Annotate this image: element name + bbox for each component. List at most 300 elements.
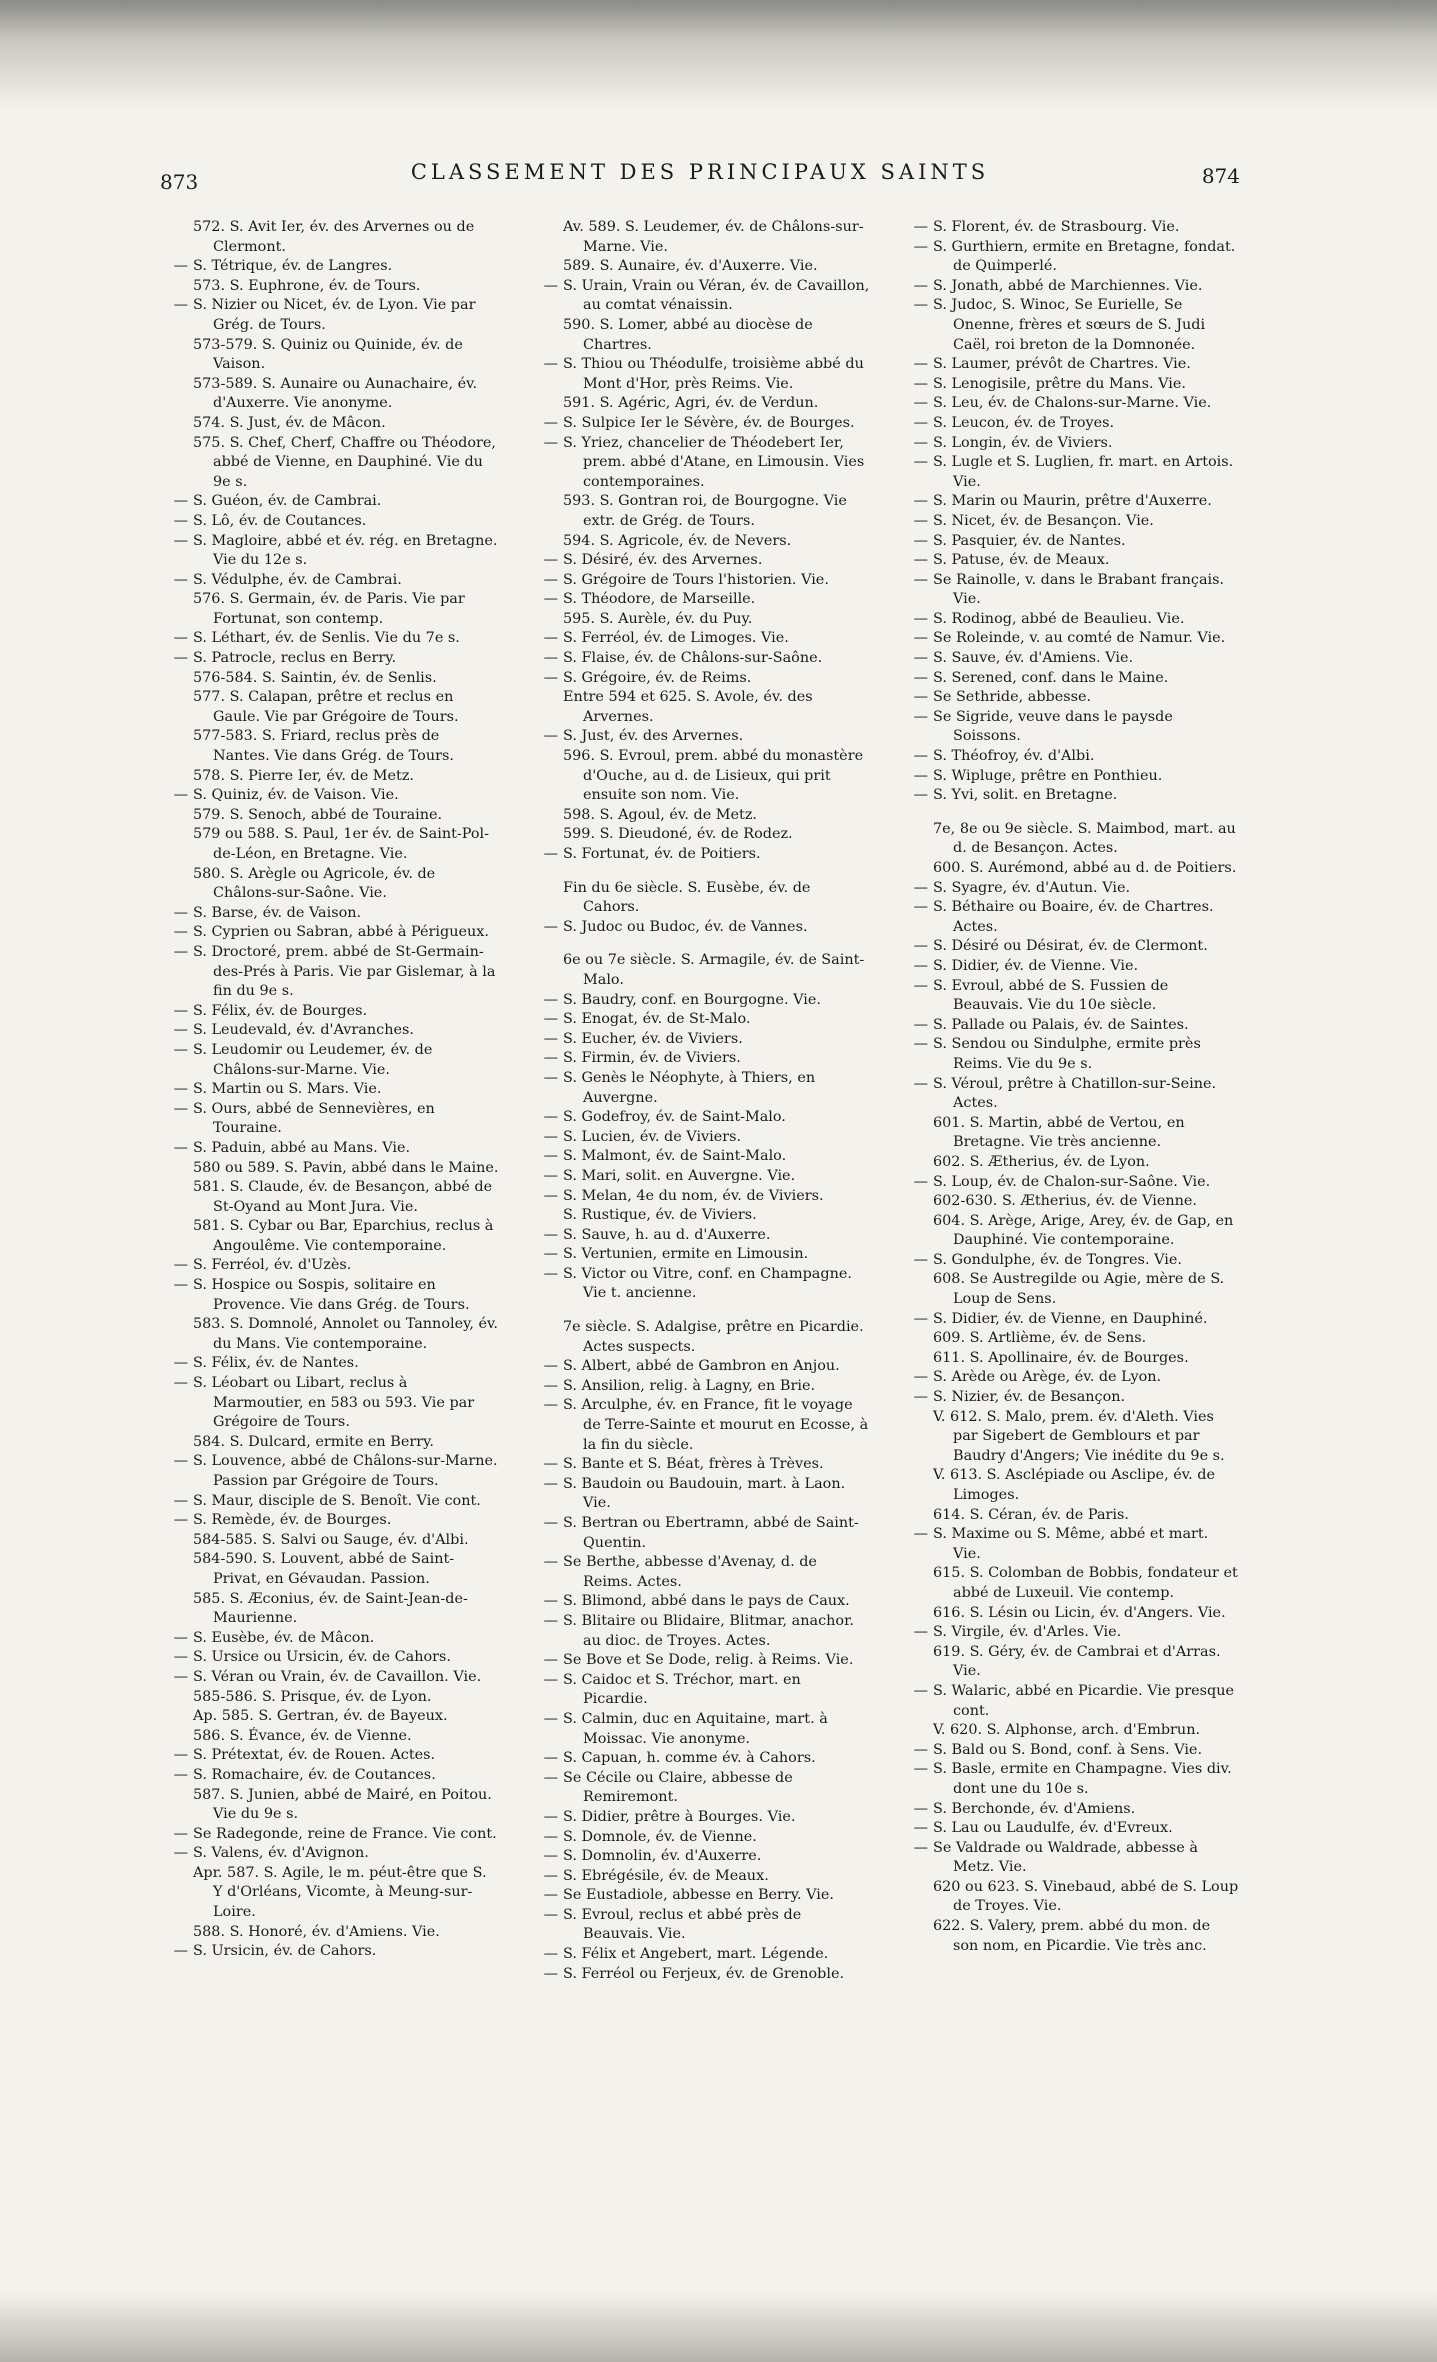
list-item xyxy=(160,414,500,434)
entry-text: S. Calmin, duc en Aquitaine, mart. à Moissac. Vie anonyme. xyxy=(563,1710,828,1747)
list-item xyxy=(900,1173,1240,1193)
entry-text: S. Godefroy, év. de Saint-Malo. xyxy=(563,1109,786,1126)
list-item xyxy=(530,1808,870,1828)
entry-text: S. Martin ou S. Mars. Vie. xyxy=(193,1081,382,1098)
entry-text: Se Sigride, veuve dans le paysde Soissons. xyxy=(933,708,1173,745)
list-item xyxy=(900,1349,1240,1369)
list-item xyxy=(530,1128,870,1148)
list-item xyxy=(160,943,500,1002)
list-item xyxy=(900,277,1240,297)
ditto-dash: — xyxy=(913,356,928,373)
entry-text: S. Blimond, abbé dans le pays de Caux. xyxy=(563,1593,850,1610)
entry-text: S. Domnole, év. de Vienne. xyxy=(563,1828,757,1845)
ditto-dash: — xyxy=(173,1453,188,1470)
list-item xyxy=(530,1245,870,1265)
entry-text: 616. S. Lésin ou Licin, év. d'Angers. Vie. xyxy=(933,1604,1226,1621)
list-item xyxy=(530,918,870,938)
entry-text: 577. S. Calapan, prêtre et reclus en Gaule. Vie par Grégoire de Tours. xyxy=(193,689,459,725)
ditto-dash: — xyxy=(543,1377,558,1394)
entry-text: S. Lugle et S. Luglien, fr. mart. en Artois. Vie. xyxy=(933,454,1234,490)
ditto-dash: — xyxy=(913,414,928,431)
list-item xyxy=(530,1010,870,1030)
ditto-dash: — xyxy=(173,1649,188,1666)
entry-text: S. Grégoire, év. de Reims. xyxy=(563,669,752,686)
entry-text: S. Firmin, év. de Viviers. xyxy=(563,1050,741,1067)
entry-text: S. Genès le Néophyte, à Thiers, en Auvergne. xyxy=(563,1069,816,1106)
list-item xyxy=(900,1329,1240,1349)
list-item xyxy=(900,747,1240,767)
ditto-dash: — xyxy=(173,297,188,314)
list-item xyxy=(160,1531,500,1551)
entry-text: Se Valdrade ou Waldrade, abbesse à Metz. Vie. xyxy=(933,1839,1198,1876)
entry-text: 573. S. Euphrone, év. de Tours. xyxy=(193,277,421,294)
entry-text: S. Théofroy, év. d'Albi. xyxy=(933,748,1095,765)
list-item xyxy=(530,316,870,355)
ditto-dash: — xyxy=(543,1808,558,1825)
entry-text: 588. S. Honoré, év. d'Amiens. Vie. xyxy=(193,1923,440,1940)
entry-text: S. Désiré ou Désirat, év. de Clermont. xyxy=(933,938,1208,955)
entry-text: S. Gondulphe, év. de Tongres. Vie. xyxy=(933,1251,1182,1268)
list-item xyxy=(900,1800,1240,1820)
list-item xyxy=(900,1682,1240,1721)
ditto-dash: — xyxy=(173,1081,188,1098)
list-item xyxy=(160,1452,500,1491)
ditto-dash: — xyxy=(173,904,188,921)
ditto-dash: — xyxy=(543,1965,558,1982)
entry-text: Se Sethride, abbesse. xyxy=(933,689,1092,706)
entry-text: S. Guéon, év. de Cambrai. xyxy=(193,493,382,510)
entry-text: S. Ansilion, relig. à Lagny, en Brie. xyxy=(563,1377,816,1394)
ditto-dash: — xyxy=(543,1265,558,1282)
entry-text: S. Félix, év. de Bourges. xyxy=(193,1002,368,1019)
ditto-dash: — xyxy=(173,1845,188,1862)
entry-text: 587. S. Junien, abbé de Mairé, en Poitou. Vie du 9e s. xyxy=(193,1786,492,1823)
entry-text: S. Magloire, abbé et év. rég. en Bretagne. Vie du 12e s. xyxy=(193,532,498,569)
scan-shadow-bottom xyxy=(0,2292,1437,2362)
entry-text: 575. S. Chef, Cherf, Chaffre ou Théodore, abbé de Vienne, en Dauphiné. Vie du 9e s. xyxy=(193,434,496,490)
entry-text: S. Tétrique, év. de Langres. xyxy=(193,258,393,275)
ditto-dash: — xyxy=(543,1148,558,1165)
ditto-dash: — xyxy=(543,552,558,569)
list-item xyxy=(900,1878,1240,1917)
entry-text: 576-584. S. Saintin, év. de Senlis. xyxy=(193,669,437,686)
entry-text: S. Walaric, abbé en Picardie. Vie presque cont. xyxy=(933,1682,1235,1719)
ditto-dash: — xyxy=(913,977,928,994)
list-item xyxy=(530,1049,870,1069)
entry-text: S. Sendou ou Sindulphe, ermite près Reims. Vie du 9e s. xyxy=(933,1036,1201,1072)
entry-text: S. Bald ou S. Bond, conf. à Sens. Vie. xyxy=(933,1741,1203,1758)
ditto-dash: — xyxy=(173,1512,188,1529)
list-item xyxy=(160,1256,500,1276)
ditto-dash: — xyxy=(543,1554,558,1571)
ditto-dash: — xyxy=(543,1109,558,1126)
list-item xyxy=(530,879,870,918)
entry-text: 578. S. Pierre Ier, év. de Metz. xyxy=(193,767,414,784)
ditto-dash: — xyxy=(913,1800,928,1817)
entry-text: S. Vertunien, ermite en Limousin. xyxy=(563,1246,809,1263)
ditto-dash: — xyxy=(543,1128,558,1145)
list-item xyxy=(900,1623,1240,1643)
entry-text: S. Rodinog, abbé de Beaulieu. Vie. xyxy=(933,610,1185,627)
entry-text: 622. S. Valery, prem. abbé du mon. de son nom, en Picardie. Vie très anc. xyxy=(933,1918,1211,1954)
list-item xyxy=(160,904,500,924)
ditto-dash: — xyxy=(913,1820,928,1837)
ditto-dash: — xyxy=(173,493,188,510)
list-item xyxy=(160,1786,500,1825)
entry-text: S. Grégoire de Tours l'historien. Vie. xyxy=(563,571,829,588)
ditto-dash: — xyxy=(173,1139,188,1156)
ditto-dash: — xyxy=(543,434,558,451)
entry-text: S. Ferréol ou Ferjeux, év. de Grenoble. xyxy=(563,1965,845,1982)
ditto-dash: — xyxy=(543,1750,558,1767)
list-item xyxy=(530,1710,870,1749)
list-item xyxy=(900,492,1240,512)
entry-text: S. Lucien, év. de Viviers. xyxy=(563,1128,742,1145)
list-item xyxy=(900,820,1240,859)
list-item xyxy=(530,825,870,845)
list-item xyxy=(530,1847,870,1867)
ditto-dash: — xyxy=(543,1358,558,1375)
entry-text: S. Ferréol, év. d'Uzès. xyxy=(193,1257,352,1274)
list-item xyxy=(160,1178,500,1217)
ditto-dash: — xyxy=(543,630,558,647)
list-item xyxy=(900,1388,1240,1408)
list-item xyxy=(160,806,500,826)
list-item xyxy=(160,865,500,904)
entry-text: S. Hospice ou Sospis, solitaire en Provence. Vie dans Grég. de Tours. xyxy=(193,1277,470,1313)
ditto-dash: — xyxy=(543,1652,558,1669)
ditto-dash: — xyxy=(543,1612,558,1629)
ditto-dash: — xyxy=(913,434,928,451)
ditto-dash: — xyxy=(543,1710,558,1727)
entry-text: 596. S. Evroul, prem. abbé du monastère d'Ouche, au d. de Lisieux, qui prit ensuite son nom. Vie. xyxy=(563,748,864,804)
list-item xyxy=(160,1354,500,1374)
list-item xyxy=(530,434,870,493)
entry-text: S. Eucher, év. de Viviers. xyxy=(563,1030,743,1047)
entry-text: S. Gurthiern, ermite en Bretagne, fondat. de Quimperlé. xyxy=(933,238,1236,275)
entry-text: S. Didier, év. de Vienne, en Dauphiné. xyxy=(933,1310,1208,1327)
ditto-dash: — xyxy=(543,1769,558,1786)
entry-text: Fin du 6e siècle. S. Eusèbe, év. de Cahors. xyxy=(563,879,811,916)
entry-text: S. Védulphe, év. de Cambrai. xyxy=(193,571,402,588)
list-item xyxy=(900,1819,1240,1839)
entry-text: 598. S. Agoul, év. de Metz. xyxy=(563,806,757,823)
list-item xyxy=(160,767,500,787)
entry-text: S. Ferréol, év. de Limoges. Vie. xyxy=(563,630,789,647)
entry-text: S. Marin ou Maurin, prêtre d'Auxerre. xyxy=(933,493,1212,510)
list-item xyxy=(160,590,500,629)
entry-text: S. Sauve, év. d'Amiens. Vie. xyxy=(933,650,1134,667)
entry-text: 589. S. Aunaire, év. d'Auxerre. Vie. xyxy=(563,258,818,275)
page-number-left: 873 xyxy=(160,170,199,194)
list-item xyxy=(530,845,870,865)
ditto-dash: — xyxy=(173,1375,188,1392)
list-item xyxy=(900,1035,1240,1074)
entry-text: S. Félix, év. de Nantes. xyxy=(193,1355,359,1372)
list-item xyxy=(160,1766,500,1786)
list-item xyxy=(160,375,500,414)
entry-text: Se Berthe, abbesse d'Avenay, d. de Reims. Actes. xyxy=(563,1554,817,1590)
entry-text: 577-583. S. Friard, reclus près de Nantes. Vie dans Grég. de Tours. xyxy=(193,728,454,765)
entry-text: S. Laumer, prévôt de Chartres. Vie. xyxy=(933,356,1191,373)
ditto-dash: — xyxy=(913,1310,928,1327)
list-item xyxy=(160,532,500,571)
entry-text: 600. S. Aurémond, abbé au d. de Poitiers. xyxy=(933,860,1237,876)
ditto-dash: — xyxy=(913,669,928,686)
list-item xyxy=(160,1041,500,1080)
entry-text: Entre 594 et 625. S. Avole, év. des Arvernes. xyxy=(563,689,813,725)
list-item xyxy=(160,1276,500,1315)
scan-shadow-top xyxy=(0,0,1437,110)
entry-text: S. Flaise, év. de Châlons-sur-Saône. xyxy=(563,650,823,667)
list-item xyxy=(530,1377,870,1397)
ditto-dash: — xyxy=(173,1747,188,1764)
list-item xyxy=(530,1592,870,1612)
entry-text: 599. S. Dieudoné, év. de Rodez. xyxy=(563,826,793,843)
list-item xyxy=(160,1315,500,1354)
list-item xyxy=(530,218,870,257)
entry-text: S. Léobart ou Libart, reclus à Marmoutier, en 583 ou 593. Vie par Grégoire de Tours. xyxy=(193,1375,475,1431)
entry-text: S. Basle, ermite en Champagne. Vies div. dont une du 10e s. xyxy=(933,1761,1232,1797)
ditto-dash: — xyxy=(913,748,928,765)
list-item xyxy=(160,257,500,277)
ditto-dash: — xyxy=(173,943,188,960)
column-right xyxy=(900,218,1240,1956)
entry-text: 572. S. Avit Ier, év. des Arvernes ou de Clermont. xyxy=(193,219,475,255)
entry-text: S. Leu, év. de Chalons-sur-Marne. Vie. xyxy=(933,395,1212,412)
entry-text: S. Romachaire, év. de Coutances. xyxy=(193,1766,436,1783)
entry-text: S. Arculphe, év. en France, fit le voyage de Terre-Sainte et mourut en Ecosse, à la fin du siècle. xyxy=(563,1397,869,1453)
ditto-dash: — xyxy=(913,375,928,392)
entry-text: S. Pallade ou Palais, év. de Saintes. xyxy=(933,1016,1189,1033)
list-item xyxy=(900,532,1240,552)
list-item xyxy=(530,629,870,649)
ditto-dash: — xyxy=(173,1041,188,1058)
list-item xyxy=(160,1825,500,1845)
entry-text: S. Albert, abbé de Gambron en Anjou. xyxy=(563,1358,840,1375)
ditto-dash: — xyxy=(913,1761,928,1778)
entry-text: 7e siècle. S. Adalgise, prêtre en Picardie. Actes suspects. xyxy=(563,1319,864,1355)
ditto-dash: — xyxy=(543,1397,558,1414)
list-item xyxy=(160,512,500,532)
list-item xyxy=(530,1651,870,1671)
ditto-dash: — xyxy=(543,277,558,294)
entry-text: S. Nicet, év. de Besançon. Vie. xyxy=(933,512,1154,529)
ditto-dash: — xyxy=(913,610,928,627)
list-item xyxy=(530,747,870,806)
ditto-dash: — xyxy=(173,787,188,804)
list-item xyxy=(900,977,1240,1016)
list-item xyxy=(530,590,870,610)
list-item xyxy=(160,1492,500,1512)
entry-text: S. Ebrégésile, év. de Meaux. xyxy=(563,1867,769,1884)
ditto-dash: — xyxy=(173,1100,188,1117)
entry-text: Se Radegonde, reine de France. Vie cont. xyxy=(193,1825,497,1842)
list-item xyxy=(160,1590,500,1629)
list-item xyxy=(160,669,500,689)
entry-text: S. Capuan, h. comme év. à Cahors. xyxy=(563,1750,816,1767)
ditto-dash: — xyxy=(543,1050,558,1067)
list-item xyxy=(160,688,500,727)
list-item xyxy=(900,1212,1240,1251)
list-item xyxy=(900,688,1240,708)
ditto-dash: — xyxy=(913,1016,928,1033)
list-item xyxy=(530,1030,870,1050)
ditto-dash: — xyxy=(173,1943,188,1960)
list-item xyxy=(530,532,870,552)
list-item xyxy=(900,1408,1240,1467)
entry-text: S. Florent, év. de Strasbourg. Vie. xyxy=(933,219,1180,235)
list-item xyxy=(160,1844,500,1864)
entry-text: S. Sauve, h. au d. d'Auxerre. xyxy=(563,1226,771,1243)
list-item xyxy=(530,1108,870,1128)
entry-text: 609. S. Artlième, év. de Sens. xyxy=(933,1330,1147,1347)
list-item xyxy=(900,296,1240,355)
entry-text: S. Caidoc et S. Tréchor, mart. en Picardie. xyxy=(563,1671,801,1708)
ditto-dash: — xyxy=(543,356,558,373)
entry-text: S. Nizier ou Nicet, év. de Lyon. Vie par Grég. de Tours. xyxy=(193,297,476,333)
entry-text: 619. S. Géry, év. de Cambrai et d'Arras. Vie. xyxy=(933,1643,1221,1680)
running-title: CLASSEMENT DES PRINCIPAUX SAINTS xyxy=(410,160,990,184)
entry-text: S. Enogat, év. de St-Malo. xyxy=(563,1011,751,1028)
list-item xyxy=(900,1270,1240,1309)
entry-text: S. Quiniz, év. de Vaison. Vie. xyxy=(193,787,399,804)
entry-text: S. Just, év. des Arvernes. xyxy=(563,728,744,745)
list-item xyxy=(160,492,500,512)
ditto-dash: — xyxy=(543,571,558,588)
list-item xyxy=(900,898,1240,937)
ditto-dash: — xyxy=(173,1629,188,1646)
ditto-dash: — xyxy=(913,1741,928,1758)
entry-text: S. Wipluge, prêtre en Ponthieu. xyxy=(933,767,1163,784)
entry-text: S. Serened, conf. dans le Maine. xyxy=(933,669,1169,686)
column-left xyxy=(160,218,500,1962)
list-item xyxy=(160,649,500,669)
ditto-dash: — xyxy=(543,1167,558,1184)
ditto-dash: — xyxy=(543,1828,558,1845)
entry-text: S. Virgile, év. d'Arles. Vie. xyxy=(933,1624,1122,1641)
ditto-dash: — xyxy=(913,630,928,647)
entry-text: 594. S. Agricole, év. de Nevers. xyxy=(563,532,792,549)
entry-text: S. Thiou ou Théodulfe, troisième abbé du Mont d'Hor, près Reims. Vie. xyxy=(563,356,864,392)
entry-text: S. Lenogisile, prêtre du Mans. Vie. xyxy=(933,375,1186,392)
entry-text: 580. S. Arègle ou Agricole, év. de Châlons-sur-Saône. Vie. xyxy=(193,865,436,902)
entry-text: 579. S. Senoch, abbé de Touraine. xyxy=(193,806,443,823)
ditto-dash: — xyxy=(913,493,928,510)
list-item xyxy=(160,1021,500,1041)
entry-text: 602-630. S. Ætherius, év. de Vienne. xyxy=(933,1193,1197,1210)
list-item xyxy=(900,512,1240,532)
list-item xyxy=(530,1671,870,1710)
list-item xyxy=(160,629,500,649)
list-item xyxy=(900,786,1240,806)
entry-text: Apr. 587. S. Agile, le m. péut-être que S. Y d'Orléans, Vicomte, à Meung-sur-Loire. xyxy=(193,1864,487,1921)
list-item xyxy=(160,1159,500,1179)
list-item xyxy=(900,1760,1240,1799)
entry-text: Se Cécile ou Claire, abbesse de Remiremont. xyxy=(563,1769,793,1806)
entry-text: S. Didier, év. de Vienne. Vie. xyxy=(933,957,1139,974)
entry-text: S. Bante et S. Béat, frères à Trèves. xyxy=(563,1456,824,1473)
entry-text: S. Ursice ou Ursicin, év. de Cahors. xyxy=(193,1649,451,1666)
list-item xyxy=(900,1368,1240,1388)
list-item xyxy=(900,375,1240,395)
list-item xyxy=(530,1886,870,1906)
ditto-dash: — xyxy=(543,1475,558,1492)
ditto-dash: — xyxy=(543,1515,558,1531)
ditto-dash: — xyxy=(913,879,928,896)
ditto-dash: — xyxy=(173,532,188,549)
entry-text: S. Désiré, év. des Arvernes. xyxy=(563,552,763,569)
list-item xyxy=(160,825,500,864)
list-item xyxy=(160,1217,500,1256)
entry-text: S. Fortunat, év. de Poitiers. xyxy=(563,846,761,862)
entry-text: S. Paduin, abbé au Mans. Vie. xyxy=(193,1139,411,1156)
entry-text: S. Maxime ou S. Même, abbé et mart. Vie. xyxy=(933,1526,1209,1562)
ditto-dash: — xyxy=(543,1069,558,1086)
ditto-dash: — xyxy=(913,238,928,255)
entry-text: S. Rustique, év. de Viviers. xyxy=(563,1207,757,1224)
entry-text: S. Leudomir ou Leudemer, év. de Châlons-sur-Marne. Vie. xyxy=(193,1041,433,1078)
ditto-dash: — xyxy=(173,1825,188,1842)
ditto-dash: — xyxy=(173,650,188,667)
list-item xyxy=(530,1396,870,1455)
ditto-dash: — xyxy=(913,297,928,314)
entry-text: S. Longin, év. de Viviers. xyxy=(933,434,1113,451)
list-item xyxy=(900,859,1240,879)
list-item xyxy=(900,1466,1240,1505)
list-item xyxy=(160,1864,500,1923)
list-item xyxy=(530,1906,870,1945)
entry-text: S. Bertran ou Ebertramn, abbé de Saint-Quentin. xyxy=(563,1515,859,1551)
ditto-dash: — xyxy=(173,1492,188,1509)
list-item xyxy=(530,806,870,826)
list-item xyxy=(160,434,500,493)
list-item xyxy=(530,1514,870,1553)
ditto-dash: — xyxy=(913,899,928,916)
entry-text: S. Baudoin ou Baudouin, mart. à Laon. Vie. xyxy=(563,1475,846,1512)
ditto-dash: — xyxy=(913,1624,928,1641)
ditto-dash: — xyxy=(913,767,928,784)
entry-text: V. 620. S. Alphonse, arch. d'Embrun. xyxy=(933,1722,1201,1739)
ditto-dash: — xyxy=(543,1456,558,1473)
entry-text: 581. S. Claude, év. de Besançon, abbé de St-Oyand au Mont Jura. Vie. xyxy=(193,1179,493,1215)
list-item xyxy=(900,1604,1240,1624)
ditto-dash: — xyxy=(543,414,558,431)
list-item xyxy=(530,1828,870,1848)
list-item xyxy=(530,355,870,394)
list-item xyxy=(160,296,500,335)
ditto-dash: — xyxy=(173,1277,188,1294)
list-item xyxy=(160,1139,500,1159)
list-item xyxy=(160,786,500,806)
entry-text: S. Urain, Vrain ou Véran, év. de Cavaillon, au comtat vénaissin. xyxy=(563,277,870,314)
list-item xyxy=(900,1741,1240,1761)
list-item xyxy=(530,1357,870,1377)
ditto-dash: — xyxy=(913,552,928,569)
list-item xyxy=(530,394,870,414)
entry-text: 611. S. Apollinaire, év. de Bourges. xyxy=(933,1349,1189,1366)
ditto-dash: — xyxy=(913,1839,928,1856)
ditto-dash: — xyxy=(913,1173,928,1190)
list-item xyxy=(160,923,500,943)
entry-text: S. Berchonde, év. d'Amiens. xyxy=(933,1800,1136,1817)
entry-text: S. Yriez, chancelier de Théodebert Ier, prem. abbé d'Atane, en Limousin. Vies contemporaines. xyxy=(563,434,865,490)
entry-text: S. Théodore, de Marseille. xyxy=(563,591,756,608)
ditto-dash: — xyxy=(913,787,928,804)
entry-text: V. 613. S. Asclépiade ou Asclipe, év. de Limoges. xyxy=(933,1467,1216,1503)
entry-text: S. Félix et Angebert, mart. Légende. xyxy=(563,1946,829,1963)
list-item xyxy=(530,414,870,434)
